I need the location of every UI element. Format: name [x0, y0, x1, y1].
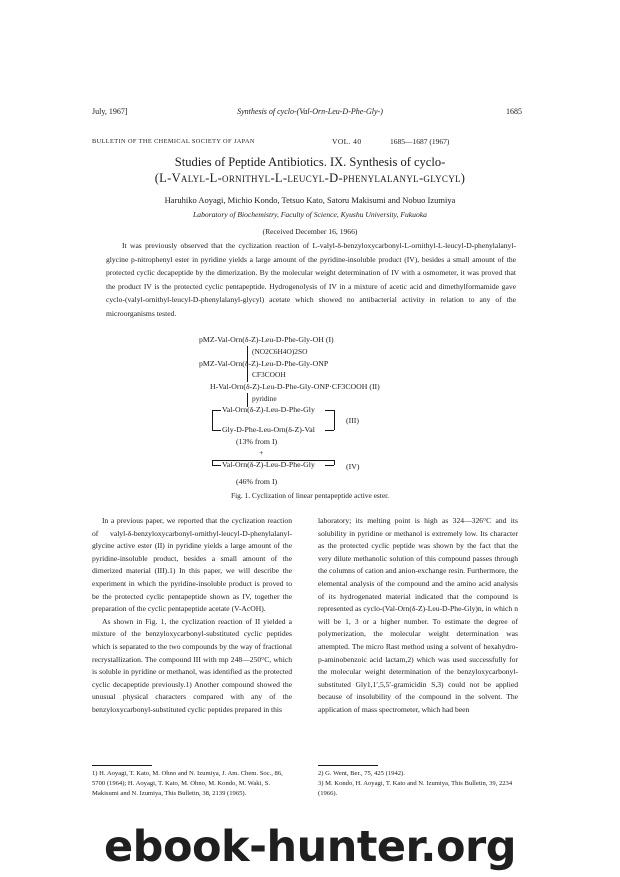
footnote-2: 2) G. Went, Ber., 75, 425 (1942). — [318, 770, 405, 777]
right-paragraph: laboratory; its melting point is high as 324—326°C and its solubility in pyridine or methanol is extremely low. Its character as the protected cyclic peptide was shown by the fact that the very dilute methanolic solution of this compound passes through the columns of cation and anion-exchange resin. Furthermore, the elemental analysis of the compound and the amino acid analysis of its hydrogenated material indicated that the compound is represented as cyclo-(Val-Orn(δ-Z)-Leu-D-Phe-Gly)n, in which n will be 1, 3 or a higher number. To estimate the degree of polymerization, the molecular weight determination was attempted. The micro Rast method using a solvent of hexahydro-p-aminobenzoic acid lactam,2) which was used successfully for the molecular weight determination of the benzyloxycarbonyl-substituted Gly1,1′,5,5′-gramicidin S,3) could not be applied because of insolubility of the compound in the solvent. The application of mass spectrometer, which had been — [318, 516, 518, 714]
scheme-reagent-1: (NO2C6H4O)2SO — [252, 347, 308, 356]
right-column — [318, 515, 518, 717]
header-running-title: Synthesis of cyclo-(Val-Orn-Leu-D-Phe-Gly-) — [237, 107, 383, 116]
left-paragraph-2: As shown in Fig. 1, the cyclization reaction of II yielded a mixture of the benzyloxycarbonyl-substituted cyclic peptides which is separated to the two compounds by the way of fractional recrystallization. The compound III with mp 248—250°C, which is soluble in pyridine or methanol, was identified as the protected cyclic decapeptide previously.1) Another compound showed the unusual physical characters compared with any of the benzyloxycarbonyl-substituted cyclic peptides prepared in this — [92, 616, 292, 714]
affiliation: Laboratory of Biochemistry, Faculty of Science, Kyushu University, Fukuoka — [193, 210, 427, 219]
footnote-rule-left — [92, 765, 152, 766]
ring-3-label: (III) — [346, 416, 359, 425]
journal-name: BULLETIN OF THE CHEMICAL SOCIETY OF JAPAN — [92, 138, 255, 145]
scheme-step-3: H-Val-Orn(δ-Z)-Leu-D-Phe-Gly-ONP·CF3COOH (II) — [210, 382, 380, 391]
scheme-reagent-3: pyridine — [252, 394, 277, 403]
ring-4-chain: Val-Orn(δ-Z)-Leu-D-Phe-Gly — [222, 460, 315, 469]
ring-3-bracket — [212, 410, 213, 430]
received-date: (Received December 16, 1966) — [262, 227, 358, 236]
figure-caption: Fig. 1. Cyclization of linear pentapeptide active ester. — [230, 491, 390, 500]
ring-4-label: (IV) — [346, 462, 360, 471]
footnote-rule-right — [318, 765, 378, 766]
abstract: It was previously observed that the cyclization reaction of L-valyl-δ-benzyloxycarbonyl-L-ornithyl-L-leucyl-D-phenylalanyl-glycine p-nitrophenyl ester in pyridine yields a large amount of the pyridine-insoluble product (IV), besides a small amount of the protected cyclic decapeptide by the dimerization. By the molecular weight determination of IV with a osmometer, it was proved that the product IV is the protected cyclic pentapeptide. Hydrogenolysis of IV in a mixture of acetic acid and dimethylformamide gave cyclo-(valyl-ornithyl-leucyl-D-phenylalanyl-glycyl) acetate which showed no antibacterial activity in relation to any of the microorganisms tested. — [106, 241, 516, 318]
ring-3-bottom-chain: Gly-D-Phe-Leu-Orn(δ-Z)-Val — [222, 425, 315, 434]
footnote-3: 3) M. Kondo, H. Aoyagi, T. Kato and N. Izumiya, This Bulletin, 39, 2234 (1966). — [318, 780, 513, 797]
scheme-step-1: pMZ-Val-Orn(δ-Z)-Leu-D-Phe-Gly-OH (I) — [199, 335, 334, 344]
footnotes-left — [92, 769, 292, 799]
left-column — [92, 515, 292, 717]
watermark-text: ebook-hunter.org — [104, 822, 516, 872]
journal-pages: 1685—1687 (1967) — [390, 137, 450, 146]
article-title-line-2: (L-Valyl-L-ornithyl-L-leucyl-D-phenylalanyl-glycyl) — [154, 171, 466, 185]
ring-4-yield: (46% from I) — [236, 477, 278, 486]
footnote-1: 1) H. Aoyagi, T. Kato, M. Ohno and N. Izumiya, J. Am. Chem. Soc., 86, 5700 (1964); H. Aoyagi, T. Kato, M. Ohno, M. Kondo, M. Waki, S. Makisumi and N. Izumiya, This Bulletin, 38, 2139 (1965). — [92, 770, 283, 797]
scheme-plus: + — [259, 448, 264, 457]
scheme-reagent-2: CF3COOH — [252, 370, 286, 379]
ring-3-yield: (13% from I) — [236, 437, 278, 446]
ring-3-top-chain: Val-Orn(δ-Z)-Leu-D-Phe-Gly — [222, 405, 315, 414]
scheme-arrow-2 — [247, 369, 248, 382]
footnotes-right — [318, 769, 518, 799]
header-page-number: 1685 — [506, 107, 522, 116]
header-date: July, 1967] — [92, 107, 128, 116]
article-title-line-1: Studies of Peptide Antibiotics. IX. Synthesis of cyclo- — [174, 155, 446, 169]
left-paragraph-1: In a previous paper, we reported that the cyclization reaction of valyl-δ-benzyloxycarbonyl-ornithyl-leucyl-D-phenylalanyl-glycine active ester (II) in pyridine yields a large amount of the pyridine-insoluble product, besides a small amount of the dimerized material (III).1) In this paper, we will describe the experiment in which the pyridine-insoluble product is proved to be the protected cyclic pentapeptide shown as IV, together the preparation of the cyclic pentapeptide acetate (V-AcOH). — [92, 516, 292, 614]
journal-volume: VOL. 40 — [332, 137, 362, 146]
scheme-step-2: pMZ-Val-Orn(δ-Z)-Leu-D-Phe-Gly-ONP — [199, 359, 329, 368]
authors: Haruhiko Aoyagi, Michio Kondo, Tetsuo Kato, Satoru Makisumi and Nobuo Izumiya — [164, 195, 456, 205]
